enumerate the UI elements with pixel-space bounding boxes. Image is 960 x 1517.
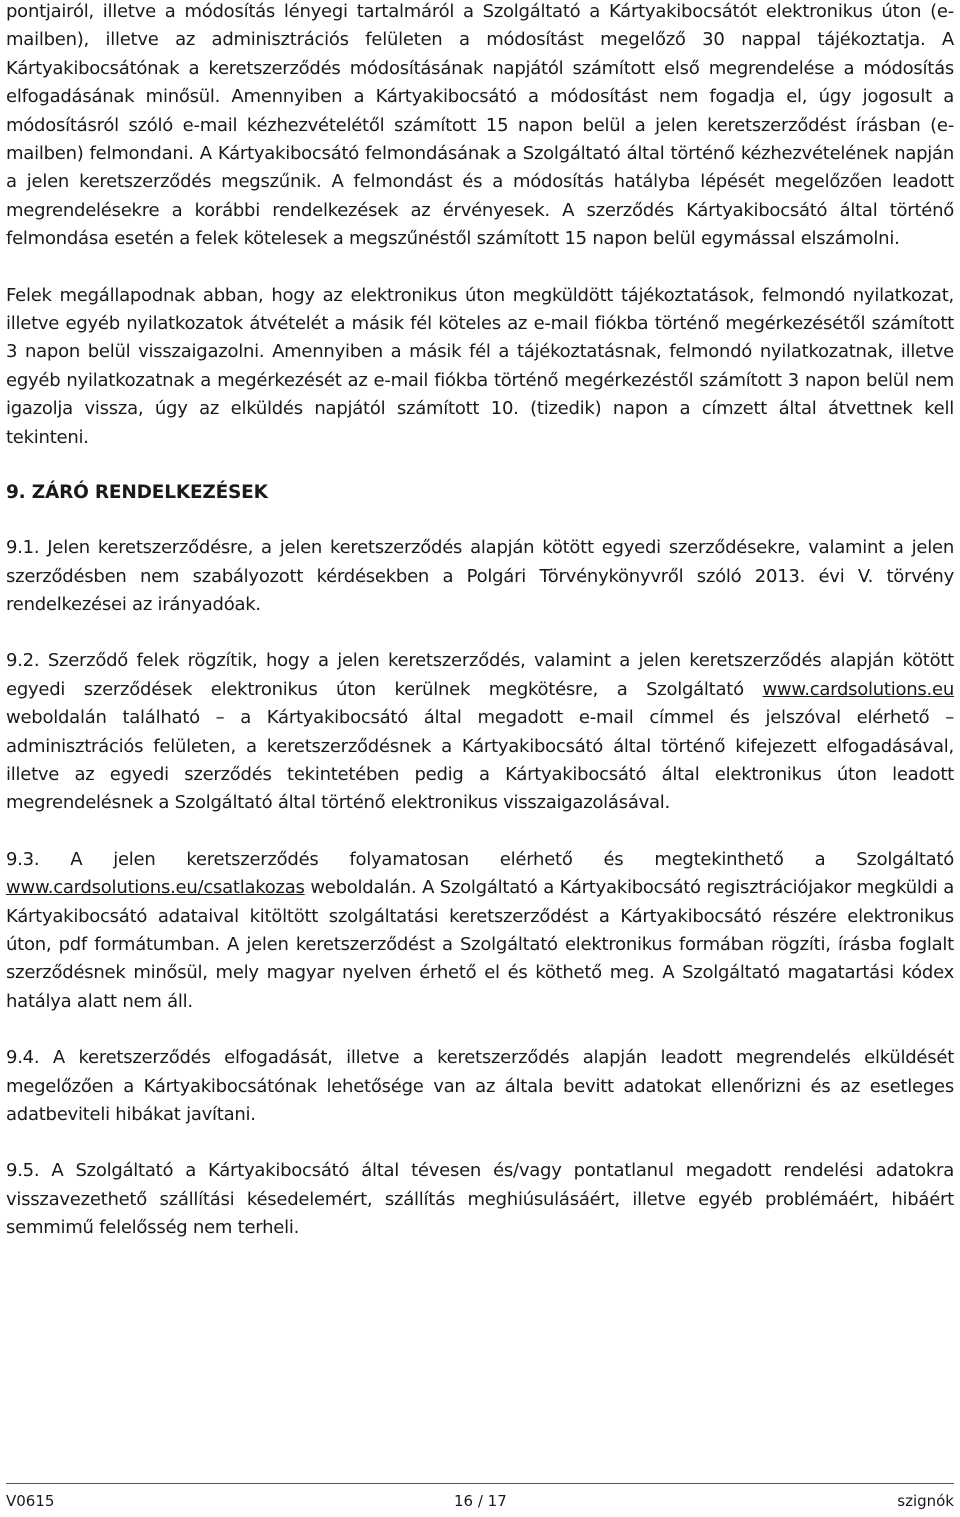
section-heading: 9. ZÁRÓ RENDELKEZÉSEK [6,482,268,504]
page-number: 16 / 17 [454,1492,507,1510]
clause-9-2-text-b: weboldalán található – a Kártyakibocsátó által megadott e-mail címmel és jelszóval elérhető – adminisztrációs felületen, a keretszerződésnek a Kártyakibocsátó által történő kifejezett elfogadásával, illetve az egyedi szerződés tekintetében pedig a Kártyakibocsátó által elektronikus úton leadott megrendelésnek a Szolgáltató által történő elektronikus visszaigazolásával. [6,707,954,814]
clause-9-3 [6,846,954,1016]
signature-label: szignók [897,1492,954,1510]
clause-9-3-text-b: weboldalán. A Szolgáltató a Kártyakibocsátó regisztrációjakor megküldi a Kártyakibocsátó adataival kitöltött szolgáltatási keretszerződést a Kártyakibocsátó részére elektronikus úton, pdf formátumban. A jelen keretszerződést a Szolgáltató elektronikus formában rögzíti, írásba foglalt szerződésnek minősül, mely magyar nyelven érhető el és köthető meg. A Szolgáltató magatartási kódex hatálya alatt nem áll. [6,877,954,1012]
page-footer [6,1490,954,1512]
csatlakozas-link[interactable]: www.cardsolutions.eu/csatlakozas [6,877,305,899]
clause-9-1: 9.1. Jelen keretszerződésre, a jelen keretszerződés alapján kötött egyedi szerződésekre, valamint a jelen szerződésben nem szabályozott kérdésekben a Polgári Törvénykönyvről szóló 2013. évi V. törvény rendelkezései az irányadóak. [6,537,954,615]
clause-9-3-text-a: 9.3. A jelen keretszerződés folyamatosan elérhető és megtekinthető a Szolgáltató [6,848,954,870]
cardsolutions-link[interactable]: www.cardsolutions.eu [762,678,954,700]
clause-9-5: 9.5. A Szolgáltató a Kártyakibocsátó által tévesen és/vagy pontatlanul megadott rendelési adatokra visszavezethető szállítási késedelemért, szállítás meghiúsulásáért, illetve egyéb problémáért, hibáért semmimű felelősség nem terheli. [6,1160,954,1239]
version-label: V0615 [6,1492,55,1510]
paragraph-modification: pontjairól, illetve a módosítás lényegi tartalmáról a Szolgáltató a Kártyakibocsátót elektronikus úton (e-mailben), illetve az adminisztrációs felületen a módosítást megelőző 30 nappal tájékoztatja. A Kártyakibocsátónak a keretszerződés módosításának napjától számított első megrendelése a módosítás elfogadásának minősül. Amennyiben a Kártyakibocsátó a módosítást nem fogadja el, úgy jogosult a módosításról szóló e-mail kézhezvételétől számított 15 napon belül a jelen keretszerződést írásban (e-mailben) felmondani. A Kártyakibocsátó felmondásának a Szolgáltató által történő kézhezvételének napján a jelen keretszerződés megszűnik. A felmondást és a módosítás hatályba lépését megelőzően leadott megrendelésekre a korábbi rendelkezések az érvényesek. A szerződés Kártyakibocsátó által történő felmondása esetén a felek kötelesek a megszűnéstől számított 15 napon belül egymással elszámolni. [6,1,954,250]
paragraph-electronic-notices: Felek megállapodnak abban, hogy az elektronikus úton megküldött tájékoztatások, felmondó nyilatkozat, illetve egyéb nyilatkozatok átvételét a másik fél köteles az e-mail fiókba történő megérkezésétől számított 3 napon belül visszaigazolni. Amennyiben a másik fél a tájékoztatásnak, felmondó nyilatkozatnak, illetve egyéb nyilatkozatnak a megérkezését az e-mail fiókba történő megérkezéstől számított 3 napon belül nem igazolja vissza, úgy az elküldés napjától számított 10. (tizedik) napon a címzett által átvettnek kell tekinteni. [6,284,954,448]
clause-9-2-text-a: 9.2. Szerződő felek rögzítik, hogy a jelen keretszerződés, valamint a jelen keretszerződés alapján kötött egyedi szerződések elektronikus úton kerülnek megkötésre, a Szolgáltató [6,650,954,700]
clause-9-4: 9.4. A keretszerződés elfogadását, illetve a keretszerződés alapján leadott megrendelés elküldését megelőzően a Kártyakibocsátónak lehetősége van az általa bevitt adatokat ellenőrizni és az esetleges adatbeviteli hibákat javítani. [6,1047,954,1125]
footer-divider [6,1483,954,1484]
document-page [6,0,954,1243]
clause-9-2 [6,647,954,817]
